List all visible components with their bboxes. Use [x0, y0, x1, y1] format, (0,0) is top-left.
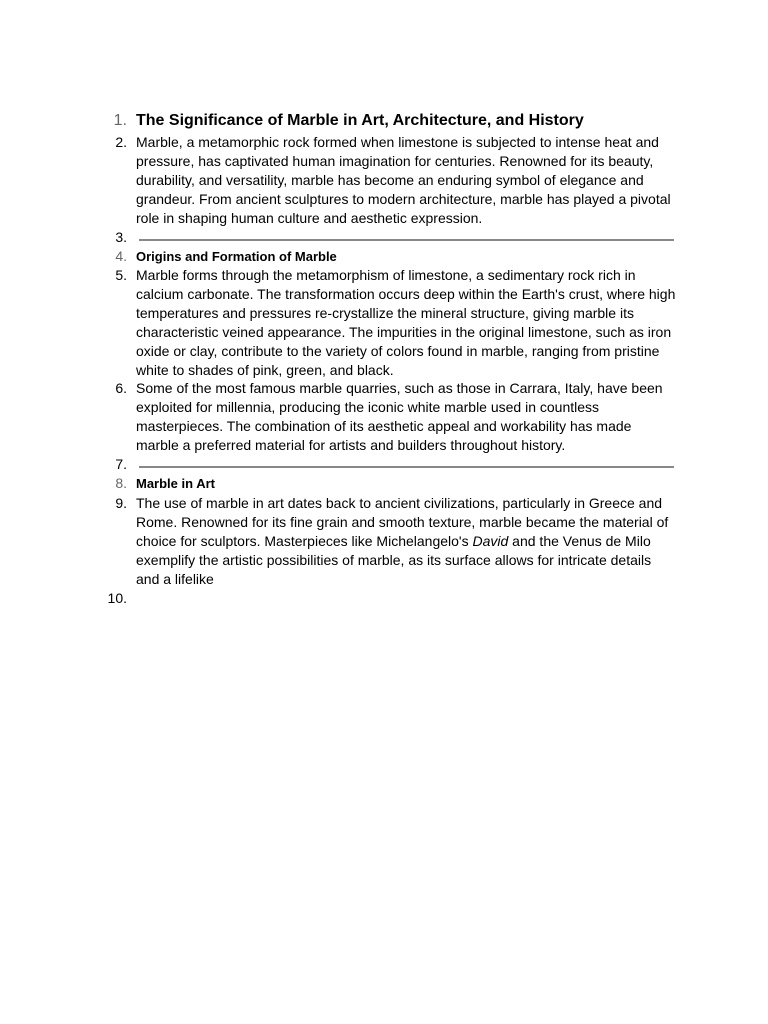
section-heading-art: Marble in Art [136, 476, 215, 491]
line-number: 3. [115, 229, 127, 245]
origins-paragraph-2: Some of the most famous marble quarries, such as those in Carrara, Italy, have been exploited for millennia, producing the iconic white marble used in countless masterpieces. The combination of its aesthetic appeal and workability has made marble a preferred material for artists and builders throughout history. [136, 380, 663, 453]
horizontal-rule [139, 466, 674, 468]
line-number: 7. [115, 456, 127, 472]
line-number: 8. [115, 475, 127, 491]
origins-paragraph-1: Marble forms through the metamorphism of limestone, a sedimentary rock rich in calcium carbonate. The transformation occurs deep within the Earth's crust, where high temperatures and pressures re-crystallize the mineral structure, giving marble its characteristic veined appearance. The impurities in the original limestone, such as iron oxide or clay, contribute to the variety of colors found in marble, ranging from pristine white to shades of pink, green, and black. [136, 267, 676, 378]
art-paragraph-text-start: The use of marble in art dates back to ancient civilizations, particularly in Greece and Rome. Renowned for its fine grain and smooth texture, marble became the material of choice for sculptors. Masterpieces like Michelangelo's [136, 495, 669, 549]
line-number: 1. [113, 112, 127, 129]
horizontal-rule [139, 239, 674, 241]
line-number: 2. [115, 134, 127, 150]
document-title: The Significance of Marble in Art, Architecture, and History [136, 112, 584, 129]
intro-paragraph: Marble, a metamorphic rock formed when limestone is subjected to intense heat and pressure, has captivated human imagination for centuries. Renowned for its beauty, durability, and versatility, marble has become an enduring symbol of elegance and grandeur. From ancient sculptures to modern architecture, marble has played a pivotal role in shaping human culture and aesthetic expression. [136, 134, 671, 226]
line-number: 4. [115, 248, 127, 264]
artwork-title-david: David [472, 533, 509, 549]
art-paragraph-1 [136, 494, 676, 589]
art-paragraph-text-end: and the Venus de Milo exemplify the artistic possibilities of marble, as its surface allows for intricate details and a lifelike [136, 533, 652, 587]
line-number: 9. [115, 495, 127, 511]
line-number: 10. [107, 590, 127, 606]
section-heading-origins: Origins and Formation of Marble [136, 249, 337, 264]
line-number: 5. [115, 267, 127, 283]
line-number: 6. [115, 380, 127, 396]
